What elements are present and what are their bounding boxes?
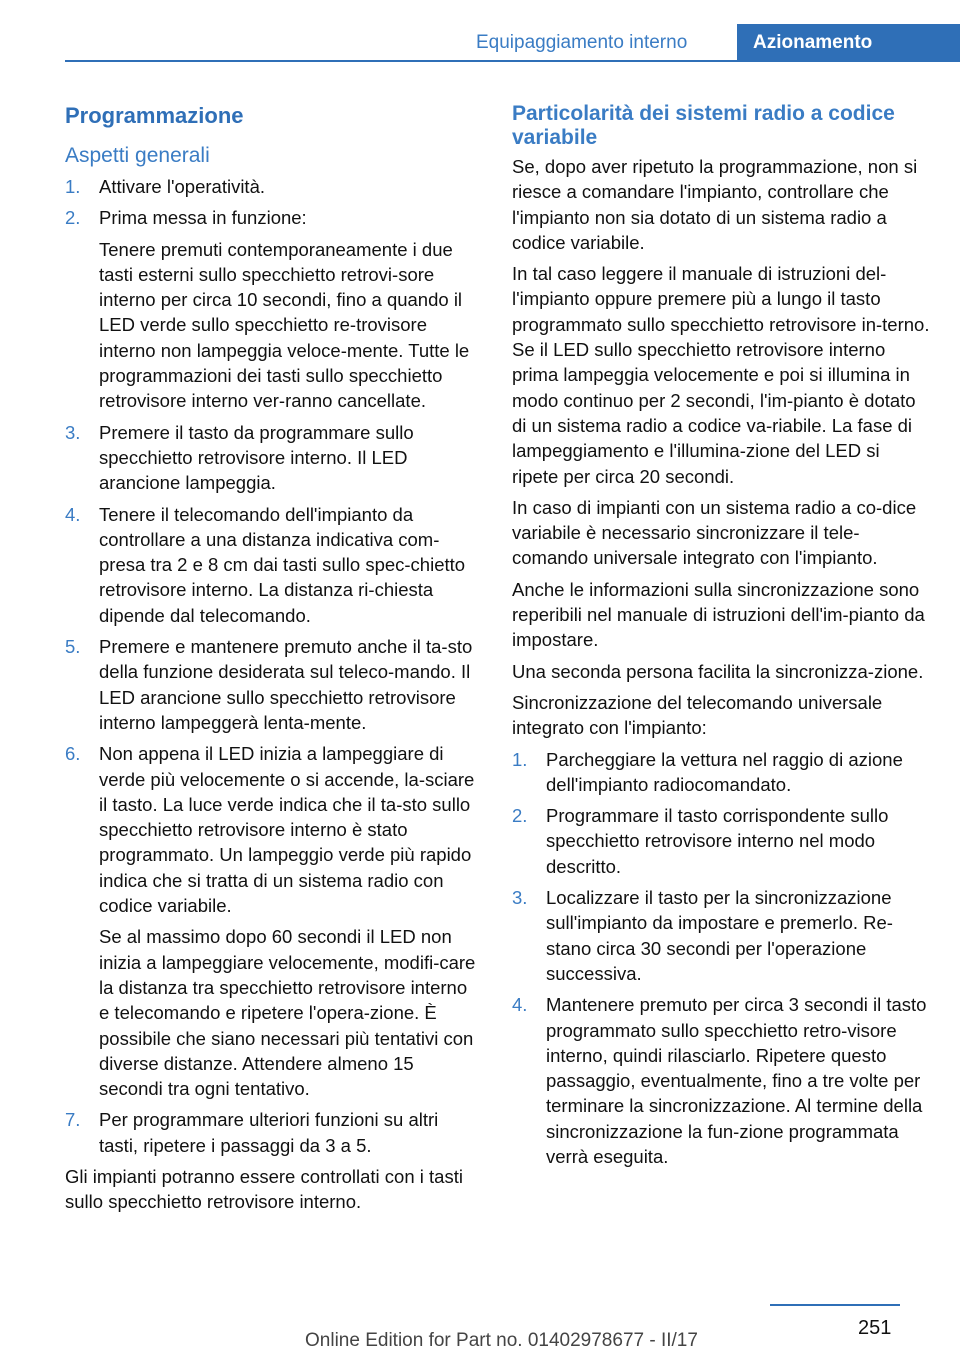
step-item [65,502,480,628]
step-text: Localizzare il tasto per la sincronizzazione sull'impianto da impostare e premerlo. Re‐stano circa 30 secondi per l'operazione successiva. [546,887,893,984]
step-number: 6. [65,743,81,765]
step-text: Attivare l'operatività. [99,176,265,197]
right-column [512,98,930,1175]
step-number: 7. [65,1109,81,1131]
left-column [65,98,480,1221]
paragraph: Una seconda persona facilita la sincronizza‐zione. [512,660,924,682]
step-number: 3. [512,887,528,909]
programming-steps [65,174,480,1158]
section-title: Programmazione [65,103,244,128]
header-chapter-tab: Azionamento [737,24,960,62]
step-subtext: Tenere premuti contemporaneamente i due tasti esterni sullo specchietto retrovi‐sore interno per circa 10 secondi, fino a quando il LED verde sullo specchietto re‐trovisore interno non lampeggia veloce‐mente. Tutte le programmazioni dei tasti sullo specchietto retrovisore interno ver‐ranno cancellate. [99,238,470,412]
paragraph: Sincronizzazione del telecomando universale integrato con l'impianto: [512,691,883,739]
step-item [65,634,480,735]
section-title-rolling-code: Particolarità dei sistemi radio a codice variabile [512,102,895,149]
step-text: Prima messa in funzione: [99,207,307,229]
step-item [65,205,480,413]
step-text: Parcheggiare la vettura nel raggio di azione dell'impianto radiocomandato. [546,748,903,795]
step-item [65,1107,480,1158]
step-item [512,747,930,798]
step-number: 4. [512,994,528,1016]
step-number: 3. [65,421,81,443]
step-text: Per programmare ulteriori funzioni su altri tasti, ripetere i passaggi da 3 a 5. [99,1109,439,1156]
paragraph: Se, dopo aver ripetuto la programmazione, non si riesce a comandare l'impianto, controllare che l'impianto non sia dotato di un sistema radio a codice variabile. [512,156,918,253]
subsection-title: Aspetti generali [65,144,210,167]
step-item [512,992,930,1169]
footer-rule [770,1304,900,1306]
step-item [65,420,480,496]
closing-paragraph: Gli impianti potranno essere controllati con i tasti sullo specchietto retrovisore interno. [65,1165,463,1213]
step-number: 1. [512,748,528,770]
step-number: 1. [65,176,81,197]
step-item [65,741,480,1101]
step-text: Premere il tasto da programmare sullo specchietto retrovisore interno. Il LED arancione lampeggia. [99,421,414,494]
header-rule [65,60,960,62]
step-number: 5. [65,636,81,658]
step-text: Premere e mantenere premuto anche il ta‐sto della funzione desiderata sul teleco‐mando. Il LED arancione sullo specchietto retrovisore interno lampeggerà lenta‐mente. [99,636,473,733]
step-item [65,174,480,199]
synchronization-steps [512,747,930,1170]
page-number: 251 [858,1317,892,1339]
header-section-title: Equipaggiamento interno [476,32,688,53]
step-number: 2. [65,207,81,229]
step-text: Non appena il LED inizia a lampeggiare di verde più velocemente o si accende, la‐sciare il tasto. La luce verde indica che il ta‐sto sullo specchietto retrovisore interno è stato programmato. Un lampeggio verde più rapido indica che si tratta di un sistema radio con codice variabile. [99,743,475,917]
step-subtext: Se al massimo dopo 60 secondi il LED non inizia a lampeggiare velocemente, modifi‐care la distanza tra specchietto retrovisore interno e telecomando e ripetere l'opera‐zione. È possibile che siano necessari più tentativi con diverse distanze. Attendere almeno 15 secondi tra ogni tentativo. [99,926,476,1100]
step-number: 4. [65,503,81,525]
paragraph: Anche le informazioni sulla sincronizzazione sono reperibili nel manuale di istruzioni dell'im‐pianto da impostare. [512,578,925,651]
step-text: Tenere il telecomando dell'impianto da controllare a una distanza indicativa com‐presa tra 2 e 8 cm dai tasti sullo spec‐chietto retrovisore interno. La distanza ri‐chiesta dipende dal telecomando. [99,503,466,626]
step-text: Mantenere premuto per circa 3 secondi il tasto programmato sullo specchietto retro‐visore interno, quindi rilasciarlo. Ripetere questo passaggio, eventualmente, fino a tre volte per terminare la sincronizzazione. Al termine della sincronizzazione la fun‐zione programmata verrà eseguita. [546,994,927,1167]
step-item [512,803,930,879]
step-text: Programmare il tasto corrispondente sullo specchietto retrovisore interno nel modo descritto. [546,805,889,877]
step-item [512,885,930,986]
edition-footer: Online Edition for Part no. 01402978677 - II/17 [305,1330,698,1351]
step-number: 2. [512,805,528,827]
paragraph: In caso di impianti con un sistema radio a co‐dice variabile è necessario sincronizzare il tele‐comando universale integrato con l'impianto. [512,496,917,569]
paragraph: In tal caso leggere il manuale di istruzioni del‐l'impianto oppure premere più a lungo il tasto programmato sullo specchietto retrovisore in‐terno. Se il LED sullo specchietto retrovisore interno prima lampeggia velocemente e poi si illumina in modo continuo per 2 secondi, l'im‐pianto è dotato di un sistema radio a codice va‐riabile. La fase di lampeggiamento e l'illumina‐zione del LED si ripete per circa 20 secondi. [512,263,930,487]
